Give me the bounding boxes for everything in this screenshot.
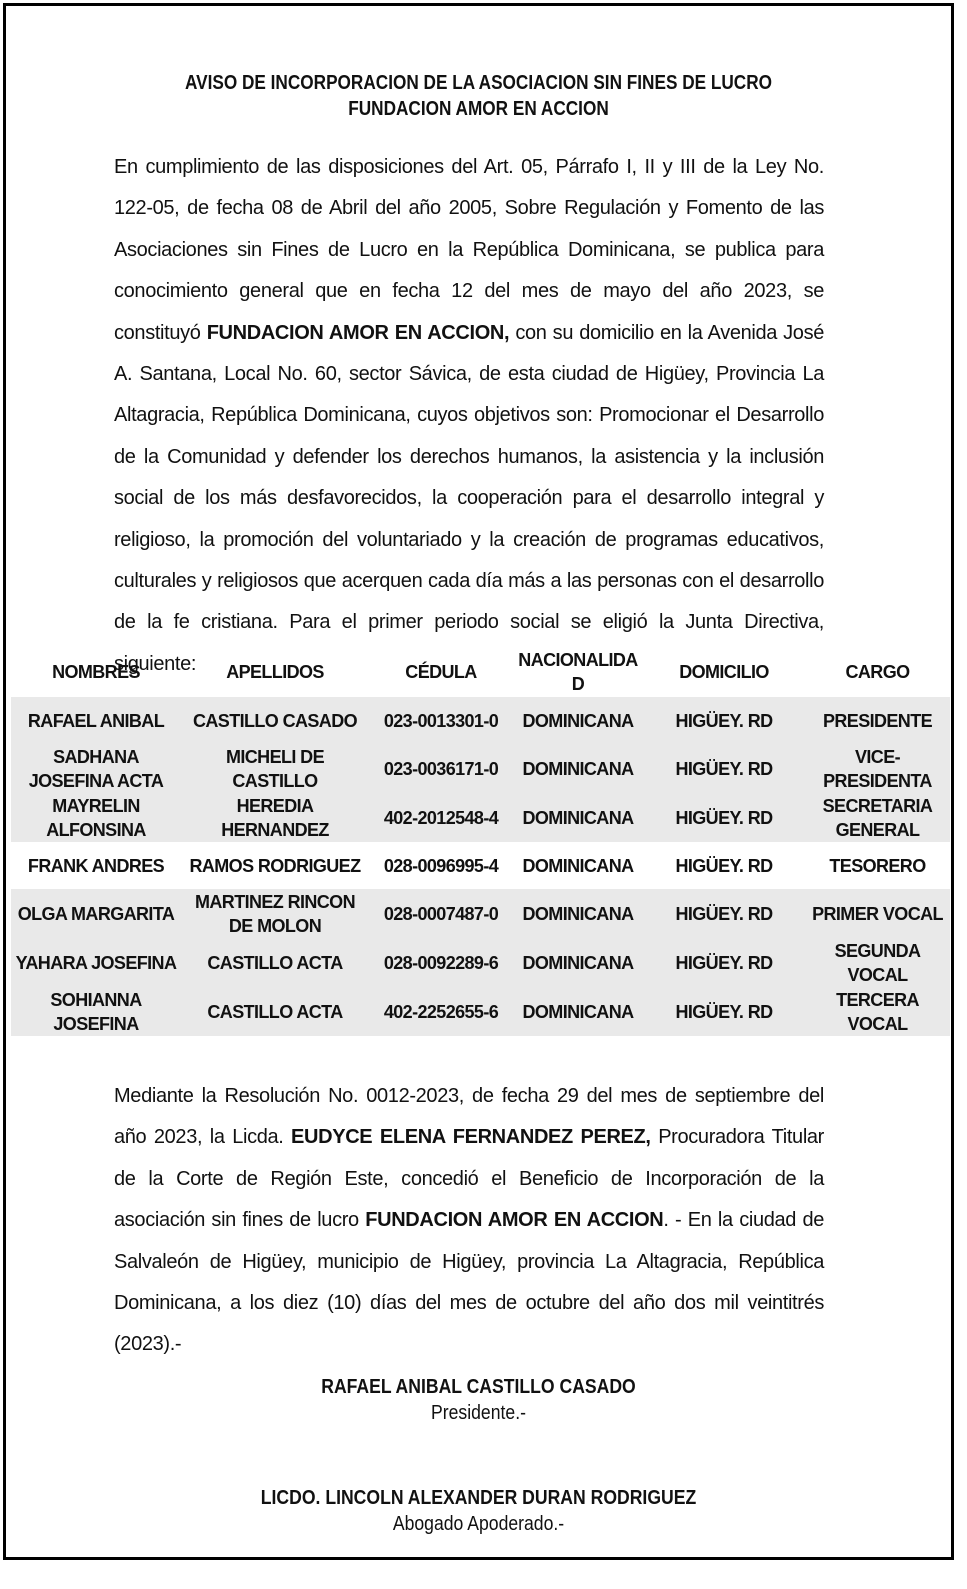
cell-nacionalidad: DOMINICANA xyxy=(513,938,643,987)
signature-role: Presidente.- xyxy=(431,1402,526,1424)
cell-nombres: OLGA MARGARITA xyxy=(11,889,181,938)
cell-cedula: 028-0007487-0 xyxy=(369,889,513,938)
signature-role: Abogado Apoderado.- xyxy=(392,1513,565,1535)
signature-name: LICDO. LINCOLN ALEXANDER DURAN RODRIGUEZ xyxy=(260,1487,697,1509)
table-row xyxy=(11,744,950,793)
resolution-org-name: FUNDACION AMOR EN ACCION xyxy=(365,1209,664,1232)
intro-paragraph xyxy=(114,147,824,685)
cell-apellidos: CASTILLO ACTA xyxy=(181,938,369,987)
cell-cedula: 402-2252655-6 xyxy=(369,987,513,1036)
cell-cedula: 023-0036171-0 xyxy=(369,744,513,793)
cell-cargo: PRESIDENTE xyxy=(805,697,950,744)
intro-org-name: FUNDACION AMOR EN ACCION, xyxy=(206,321,510,344)
table-row xyxy=(11,697,950,744)
cell-nacionalidad: DOMINICANA xyxy=(513,987,643,1036)
title-line-1: AVISO DE INCORPORACION DE LA ASOCIACION SIN FINES DE LUCRO xyxy=(184,72,773,94)
cell-cargo: TERCERA VOCAL xyxy=(805,987,950,1036)
cell-nacionalidad: DOMINICANA xyxy=(513,889,643,938)
cell-cargo: VICE-PRESIDENTA xyxy=(805,744,950,793)
notice-frame xyxy=(3,3,954,1560)
header-nacionalidad: NACIONALIDA D xyxy=(518,650,638,694)
header-cedula: CÉDULA xyxy=(405,662,477,682)
cell-apellidos: HEREDIA HERNANDEZ xyxy=(181,793,369,842)
resolution-text-1: Mediante la Resolución No. 0012-2023, de fecha 29 del mes de septiembre del año 2023, la Licda. xyxy=(114,1085,824,1149)
title-line-2: FUNDACION AMOR EN ACCION xyxy=(348,98,609,120)
table-row xyxy=(11,889,950,938)
cell-nombres: SADHANA JOSEFINA ACTA xyxy=(11,744,181,793)
cell-apellidos: MICHELI DE CASTILLO xyxy=(181,744,369,793)
cell-nombres: RAFAEL ANIBAL xyxy=(11,697,181,744)
intro-text-2: con su domicilio en la Avenida José A. Santana, Local No. 60, sector Sávica, de esta ciudad de Higüey, Provincia La Altagracia, República Dominicana, cuyos objetivos son: Promocionar el Desarrollo de la Comunidad y defender los derechos humanos, la asistencia y la inclusión social de los más desfavorecidos, la cooperación para el desarrollo integral y religioso, la promoción del voluntariado y la creación de programas educativos, culturales y religiosos que acerquen cada día más a las personas con el desarrollo de la fe cristiana. Para el primer periodo social se eligió la Junta Directiva, siguiente: xyxy=(114,321,824,675)
cell-cargo: SECRETARIA GENERAL xyxy=(805,793,950,842)
table-row xyxy=(11,938,950,987)
cell-cedula: 023-0013301-0 xyxy=(369,697,513,744)
cell-nacionalidad: DOMINICANA xyxy=(513,697,643,744)
cell-cedula: 028-0092289-6 xyxy=(369,938,513,987)
table-row xyxy=(11,987,950,1036)
resolution-text-2: Procuradora Titular de la Corte de Región Este, concedió el Beneficio de Incorporación de la asociación sin fines de lucro xyxy=(114,1126,824,1232)
cell-cargo: SEGUNDA VOCAL xyxy=(805,938,950,987)
resolution-official-name: EUDYCE ELENA FERNANDEZ PEREZ, xyxy=(291,1126,651,1149)
cell-domicilio: HIGÜEY. RD xyxy=(643,938,805,987)
table-row xyxy=(11,793,950,842)
cell-apellidos: CASTILLO ACTA xyxy=(181,987,369,1036)
resolution-text-3: . - En la ciudad de Salvaleón de Higüey, municipio de Higüey, provincia La Altagracia, República Dominicana, a los diez (10) días del mes de octubre del año dos mil veintitrés (2023).- xyxy=(114,1209,824,1356)
cell-nacionalidad: DOMINICANA xyxy=(522,855,634,876)
cell-domicilio: HIGÜEY. RD xyxy=(643,697,805,744)
table-row xyxy=(11,842,950,889)
signature-lawyer xyxy=(63,1485,895,1537)
board-table xyxy=(11,647,950,1036)
cell-apellidos: RAMOS RODRIGUEZ xyxy=(189,855,361,876)
header-cargo: CARGO xyxy=(845,662,910,682)
cell-domicilio: HIGÜEY. RD xyxy=(675,855,773,876)
cell-domicilio: HIGÜEY. RD xyxy=(643,793,805,842)
header-apellidos: APELLIDOS xyxy=(226,662,324,682)
cell-apellidos: CASTILLO CASADO xyxy=(181,697,369,744)
cell-cedula: 402-2012548-4 xyxy=(369,793,513,842)
cell-cedula: 028-0096995-4 xyxy=(383,855,499,876)
cell-nombres: MAYRELIN ALFONSINA xyxy=(11,793,181,842)
header-domicilio: DOMICILIO xyxy=(679,662,769,682)
cell-nacionalidad: DOMINICANA xyxy=(513,793,643,842)
signature-name: RAFAEL ANIBAL CASTILLO CASADO xyxy=(321,1376,636,1398)
table-header-row xyxy=(11,647,950,697)
notice-title xyxy=(72,70,885,122)
signature-president xyxy=(63,1374,895,1426)
cell-cargo: TESORERO xyxy=(829,855,926,876)
cell-nombres: FRANK ANDRES xyxy=(27,855,165,876)
cell-domicilio: HIGÜEY. RD xyxy=(643,744,805,793)
cell-nacionalidad: DOMINICANA xyxy=(513,744,643,793)
resolution-paragraph xyxy=(114,1076,824,1366)
cell-domicilio: HIGÜEY. RD xyxy=(643,889,805,938)
cell-cargo: PRIMER VOCAL xyxy=(805,889,950,938)
cell-apellidos: MARTINEZ RINCON DE MOLON xyxy=(181,889,369,938)
cell-domicilio: HIGÜEY. RD xyxy=(643,987,805,1036)
cell-nombres: SOHIANNA JOSEFINA xyxy=(11,987,181,1036)
header-nombres: NOMBRES xyxy=(52,662,140,682)
cell-nombres: YAHARA JOSEFINA xyxy=(11,938,181,987)
intro-text-1: En cumplimiento de las disposiciones del Art. 05, Párrafo I, II y III de la Ley No. 122-05, de fecha 08 de Abril del año 2005, Sobre Regulación y Fomento de las Asociaciones sin Fines de Lucro en la República Dominicana, se publica para conocimiento general que en fecha 12 del mes de mayo del año 2023, se constituyó xyxy=(114,156,824,344)
